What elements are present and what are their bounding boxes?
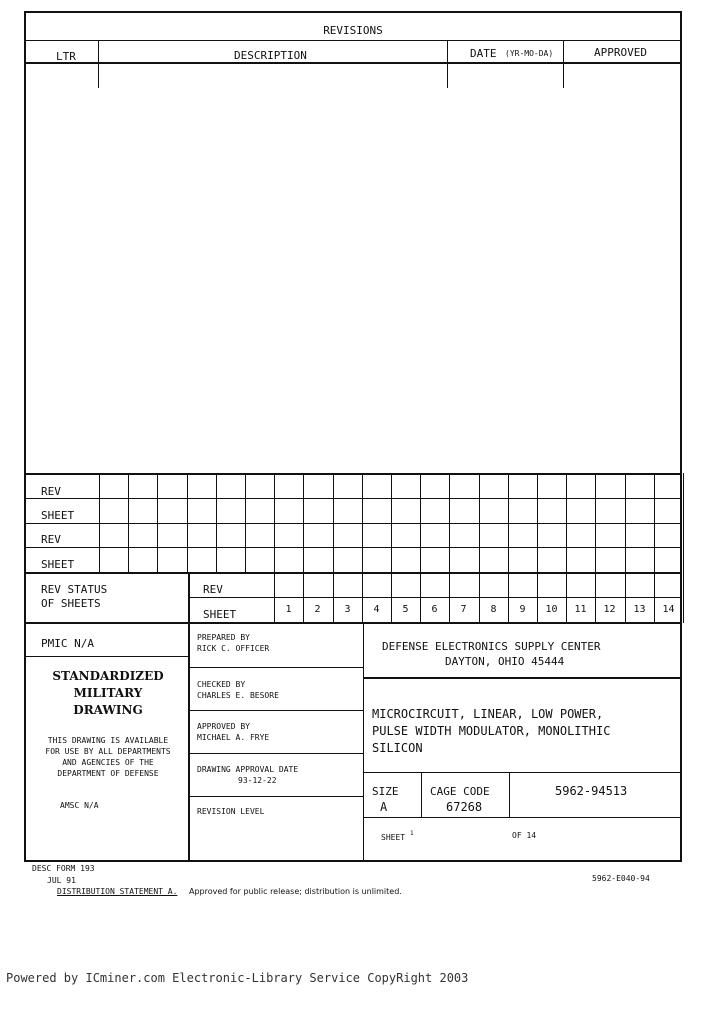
size-label: SIZE (372, 785, 399, 798)
status-col-line (362, 473, 363, 573)
status-row-line (24, 572, 682, 574)
sheet-col-line (391, 572, 392, 623)
sheet-col-line (625, 572, 626, 623)
frame-left (24, 11, 26, 861)
row-label-rev-2: REV (41, 533, 61, 546)
status-col-line (508, 473, 509, 573)
status-col-line (303, 473, 304, 573)
sheet-of-value: 1 (410, 830, 414, 837)
checked-label: CHECKED BY (197, 680, 246, 689)
status-row-line (24, 523, 682, 524)
sig-divider-3 (189, 753, 364, 754)
status-col-line (449, 473, 450, 573)
rev-label: REV (203, 583, 223, 596)
prepared-label: PREPARED BY (197, 633, 250, 642)
prepared-name: RICK C. OFFICER (197, 644, 270, 653)
sheet-of-label: SHEET (381, 833, 406, 842)
left-block-vertical (188, 572, 190, 862)
status-col-line (187, 473, 188, 573)
revision-level-label: REVISION LEVEL (197, 807, 265, 816)
status-col-line (391, 473, 392, 573)
sheet-number: 1 (285, 604, 292, 615)
sheet-number: 3 (344, 604, 351, 615)
form-date: JUL 91 (47, 876, 76, 885)
approval-date: 93-12-22 (238, 776, 277, 785)
status-col-line (537, 473, 538, 573)
std-title-3: DRAWING (73, 703, 143, 717)
sheet-number: 12 (603, 604, 616, 615)
sheet-col-line (362, 572, 363, 623)
col-description: DESCRIPTION (234, 49, 307, 62)
status-col-line (479, 473, 480, 573)
sheet-row-line (189, 597, 682, 598)
col-date: DATE (470, 47, 497, 60)
sheet-number: 11 (574, 604, 587, 615)
col-ltr: LTR (56, 50, 76, 63)
title-line-1: MICROCIRCUIT, LINEAR, LOW POWER, (372, 707, 604, 721)
status-col-line (420, 473, 421, 573)
revisions-header-line (24, 62, 681, 64)
status-col-line (595, 473, 596, 573)
status-col-line (566, 473, 567, 573)
pmic-label: PMIC N/A (41, 637, 94, 650)
sheet-number: 4 (373, 604, 380, 615)
distribution-label: DISTRIBUTION STATEMENT A. (57, 887, 178, 896)
rev-col-divider-3 (563, 40, 564, 88)
sheet-number: 10 (545, 604, 558, 615)
sheet-number: 5 (402, 604, 409, 615)
title-line-2: PULSE WIDTH MODULATOR, MONOLITHIC (372, 724, 611, 738)
sheet-number: 14 (662, 604, 675, 615)
rev-status-label-2: OF SHEETS (41, 597, 101, 610)
drawing-number: 5962-94513 (555, 784, 628, 798)
rev-col-divider-2 (447, 40, 448, 88)
title-line-3: SILICON (372, 741, 423, 755)
revisions-title-line (24, 40, 681, 41)
sheet-number: 6 (431, 604, 438, 615)
amsc-label: AMSC N/A (60, 801, 99, 810)
status-col-line (216, 473, 217, 573)
size-col-divider (421, 772, 422, 818)
avail-line-1: THIS DRAWING IS AVAILABLE (47, 736, 169, 745)
status-col-line (99, 473, 100, 573)
agency-divider (363, 677, 681, 679)
frame-bottom (24, 860, 682, 862)
avail-line-2: FOR USE BY ALL DEPARTMENTS (45, 747, 171, 756)
pmic-divider (26, 656, 189, 657)
status-bottom-line (24, 622, 682, 624)
cage-col-divider (509, 772, 510, 818)
row-label-sheet-1: SHEET (41, 509, 75, 522)
sheet-number: 8 (490, 604, 497, 615)
sheet-col-line (479, 572, 480, 623)
status-row-line (24, 547, 682, 548)
sheet-col-line (303, 572, 304, 623)
sheet-number: 2 (314, 604, 321, 615)
size-value: A (380, 800, 388, 814)
sig-divider-2 (189, 710, 364, 711)
cage-code-label: CAGE CODE (430, 785, 490, 798)
sheet-col-line (654, 572, 655, 623)
size-cage-divider (363, 817, 681, 818)
status-col-line (274, 473, 275, 573)
sheet-col-line (449, 572, 450, 623)
std-title-2: MILITARY (73, 686, 143, 700)
agency-name: DEFENSE ELECTRONICS SUPPLY CENTER (382, 640, 601, 653)
sheet-col-line (508, 572, 509, 623)
col-approved: APPROVED (594, 46, 647, 59)
document-code: 5962-E040-94 (592, 874, 650, 883)
sheet-col-line (537, 572, 538, 623)
avail-line-3: AND AGENCIES OF THE (62, 758, 154, 767)
frame-right (680, 11, 682, 861)
status-col-line (625, 473, 626, 573)
row-label-sheet-2: SHEET (41, 558, 75, 571)
sheet-col-line (566, 572, 567, 623)
powered-by-text: Powered by ICminer.com Electronic-Library Service CopyRight 2003 (6, 971, 469, 985)
rev-status-label-1: REV STATUS (41, 583, 108, 596)
col-date-format: (YR-MO-DA) (505, 49, 554, 58)
sheet-number: 7 (460, 604, 467, 615)
status-col-line (245, 473, 246, 573)
sheet-label: SHEET (203, 608, 237, 621)
revisions-title: REVISIONS (323, 24, 383, 37)
status-col-line (654, 473, 655, 573)
cage-code-value: 67268 (446, 800, 483, 814)
checked-name: CHARLES E. BESORE (197, 691, 279, 700)
rev-col-divider-1 (98, 40, 99, 88)
sheet-col-line (420, 572, 421, 623)
of-total-label: OF 14 (512, 831, 537, 840)
status-col-line (683, 473, 684, 573)
sig-divider-4 (189, 796, 364, 797)
sheet-col-line (683, 572, 684, 623)
frame-top (24, 11, 681, 13)
status-col-line (128, 473, 129, 573)
desc-divider (363, 772, 681, 773)
avail-line-4: DEPARTMENT OF DEFENSE (57, 769, 159, 778)
form-number: DESC FORM 193 (32, 864, 95, 873)
status-row-line (24, 473, 682, 475)
sheet-col-line (333, 572, 334, 623)
approval-date-label: DRAWING APPROVAL DATE (197, 765, 299, 774)
sheet-col-line (595, 572, 596, 623)
status-col-line (157, 473, 158, 573)
sheet-number: 9 (519, 604, 526, 615)
distribution-text: Approved for public release; distribution is unlimited. (189, 887, 402, 896)
sheet-col-line (274, 572, 275, 623)
sig-col-right (363, 623, 364, 861)
std-title-1: STANDARDIZED (52, 669, 164, 683)
approved-label: APPROVED BY (197, 722, 250, 731)
approved-name: MICHAEL A. FRYE (197, 733, 270, 742)
status-row-line (24, 498, 682, 499)
status-col-line (333, 473, 334, 573)
sheet-number: 13 (633, 604, 646, 615)
agency-city: DAYTON, OHIO 45444 (445, 655, 565, 668)
sig-divider-1 (189, 667, 364, 668)
row-label-rev-1: REV (41, 485, 61, 498)
